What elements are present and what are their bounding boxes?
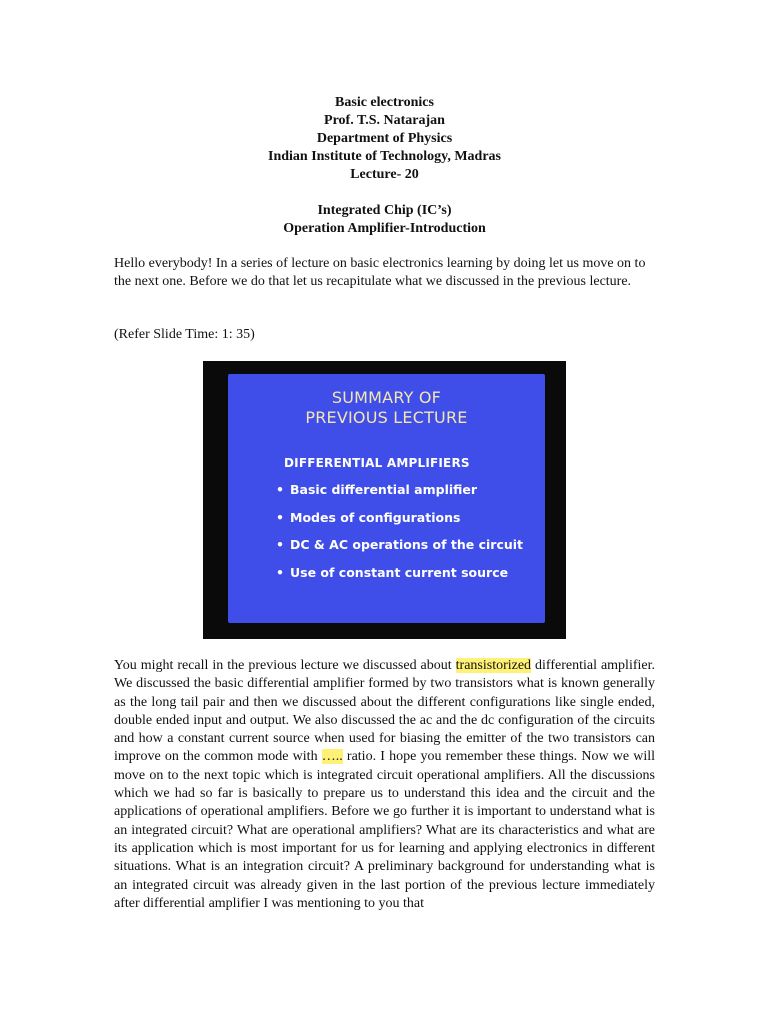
- bullet-icon: •: [276, 509, 284, 525]
- slide-title-line-2: PREVIOUS LECTURE: [305, 408, 468, 427]
- bullet-icon: •: [276, 482, 284, 497]
- slide-bullet-list: [276, 476, 523, 586]
- slide-screen: [228, 374, 545, 623]
- highlighted-word: transistorized: [455, 658, 532, 673]
- course-title: Basic electronics: [335, 95, 434, 110]
- slide-title: [228, 388, 545, 428]
- institute-name: Indian Institute of Technology, Madras: [268, 149, 501, 164]
- slide-bullet-text: Use of constant current source: [290, 564, 509, 580]
- slide-bullet-text: Basic differential amplifier: [290, 482, 478, 497]
- highlighted-ellipsis: …..: [321, 749, 343, 765]
- slide-bullet-text: DC & AC operations of the circuit: [290, 537, 524, 552]
- topic-subtitle: Operation Amplifier-Introduction: [283, 221, 486, 236]
- professor-name: Prof. T.S. Natarajan: [324, 113, 445, 128]
- body-text-part-1: You might recall in the previous lecture we discussed about: [114, 658, 456, 673]
- slide-subtitle: DIFFERENTIAL AMPLIFIERS: [284, 456, 470, 470]
- slide-title-line-1: SUMMARY OF: [331, 388, 442, 407]
- slide-bullet-text: Modes of configurations: [290, 509, 461, 525]
- department-name: Department of Physics: [316, 131, 453, 146]
- document-header: [114, 94, 655, 238]
- body-text-part-3: ratio. I hope you remember these things. Now we will move on to the next topic which is integrated circuit operational amplifiers. All the discussions which we had so far is basically to prepare us to understand this idea and the circuit and the applications of operational amplifiers. Before we go further it is important to understand what is an integrated circuit? What are operational amplifiers? What are its characteristics and what are its application which is most important for us for learning and applying electronics in different situations. What is an integration circuit? A preliminary background for understanding what is an integrated circuit was already given in the last portion of the previous lecture immediately after differential amplifier I was mentioning to you that: [114, 749, 656, 911]
- bullet-icon: •: [276, 537, 284, 552]
- header-spacer: [114, 184, 655, 202]
- lecture-slide-image: [203, 361, 566, 639]
- slide-reference: (Refer Slide Time: 1: 35): [114, 327, 255, 342]
- intro-paragraph: Hello everybody! In a series of lecture on basic electronics learning by doing let us move on to the next one. Before we do that let us recapitulate what we discussed in the previous lecture.: [114, 256, 646, 290]
- slide-bullet-item: [276, 559, 523, 587]
- bullet-icon: •: [276, 564, 284, 580]
- slide-bullet-item: [276, 531, 523, 559]
- body-paragraph: [114, 657, 655, 913]
- topic-title: Integrated Chip (IC’s): [317, 203, 452, 218]
- body-text-part-2: differential amplifier. We discussed the basic differential amplifier formed by two transistors what is known generally as the long tail pair and then we discussed about the different configurations like single ended, double ended input and output. We also discussed the ac and the dc configuration of the circuits and how a constant current source when used for biasing the emitter of the two transistors can improve on the common mode with: [114, 658, 655, 765]
- lecture-number: Lecture- 20: [350, 167, 419, 182]
- slide-bullet-item: [276, 504, 523, 532]
- slide-bullet-item: [276, 476, 523, 504]
